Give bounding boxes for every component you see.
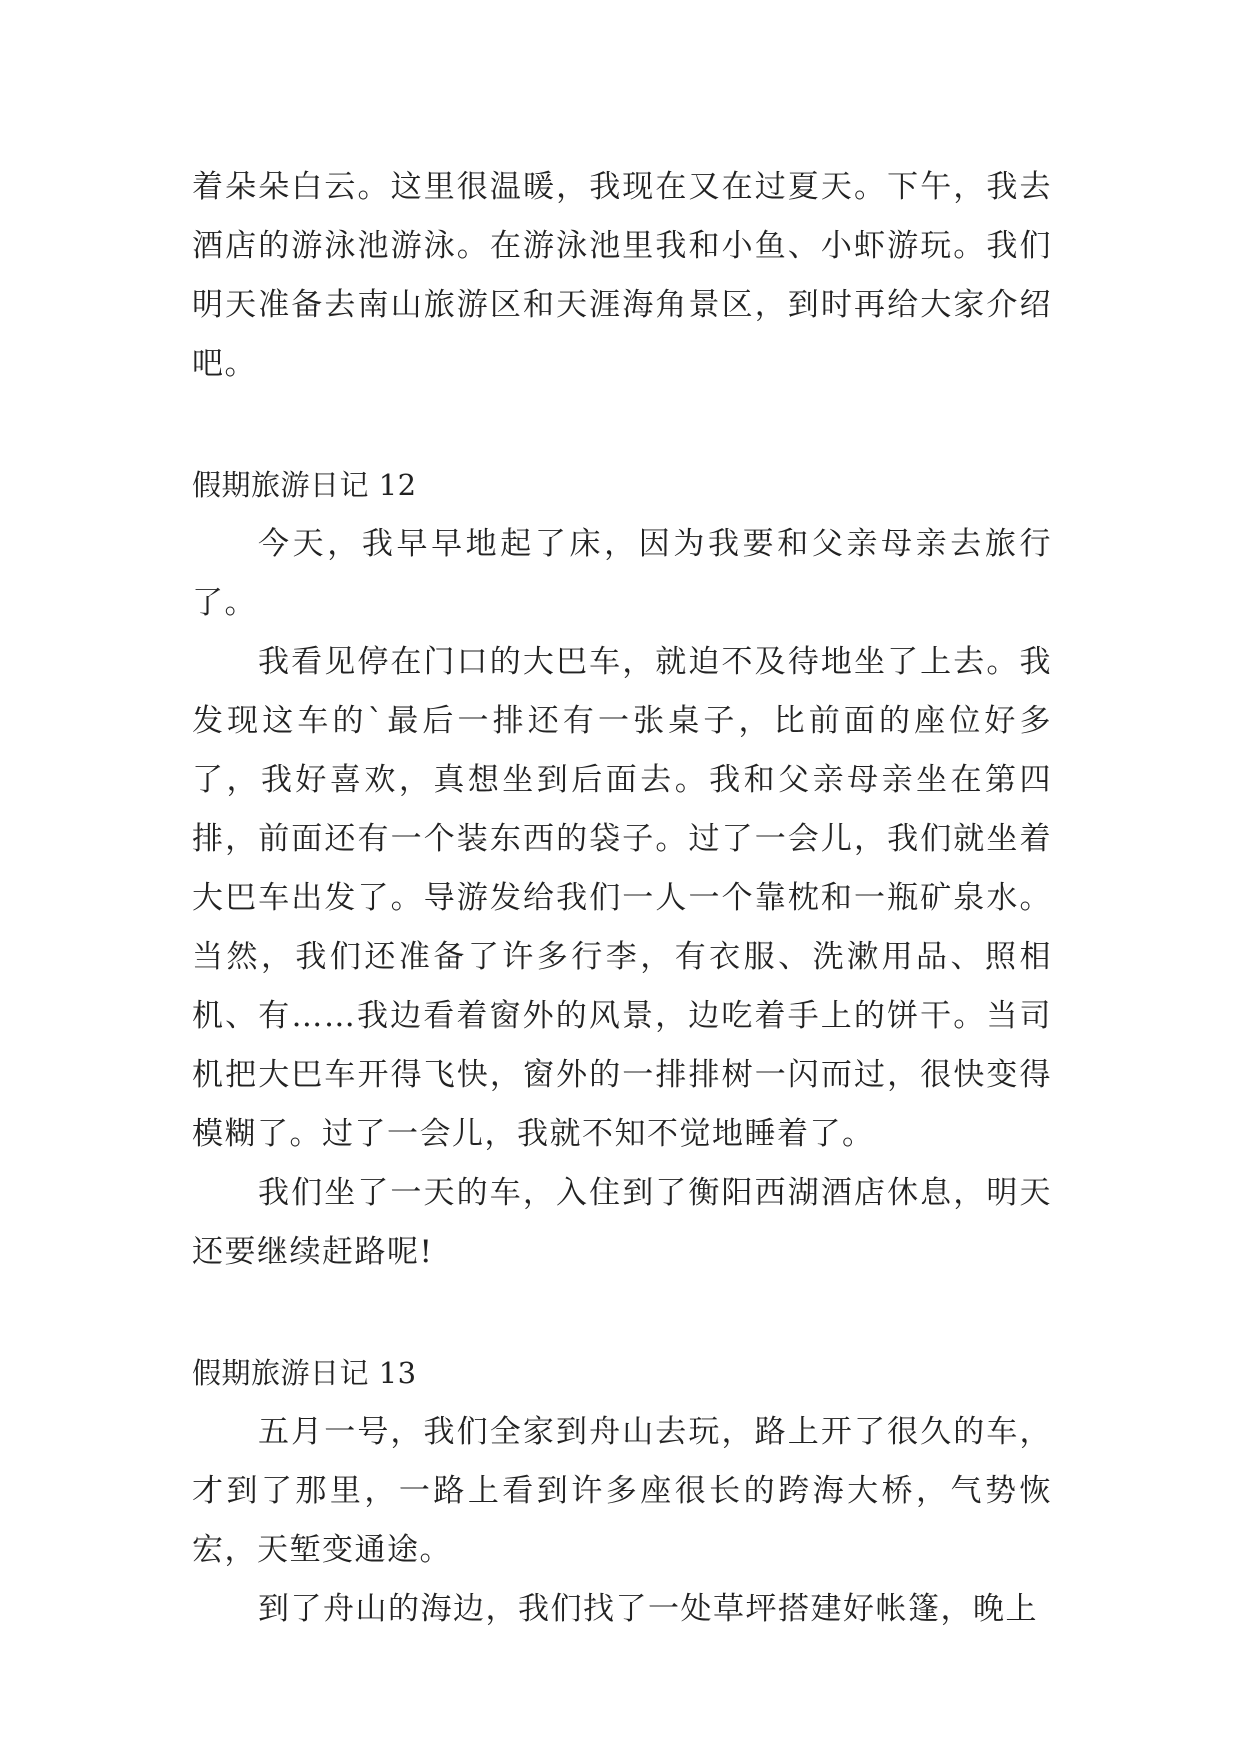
intro-paragraph: 着朵朵白云。这里很温暖，我现在又在过夏天。下午，我去酒店的游泳池游泳。在游泳池里我和小鱼、小虾游玩。我们明天准备去南山旅游区和天涯海角景区，到时再给大家介绍吧。 bbox=[192, 169, 1052, 382]
section-paragraph: 到了舟山的海边，我们找了一处草坪搭建好帐篷，晚上 bbox=[258, 1591, 1038, 1627]
section-title: 假期旅游日记 12 bbox=[192, 468, 417, 502]
document-body bbox=[192, 158, 1052, 1639]
section-title: 假期旅游日记 13 bbox=[192, 1356, 417, 1390]
diary-section-13 bbox=[192, 1344, 1052, 1639]
section-paragraph: 今天，我早早地起了床，因为我要和父亲母亲去旅行了。 bbox=[192, 526, 1052, 621]
section-paragraph: 我们坐了一天的车，入住到了衡阳西湖酒店休息，明天还要继续赶路呢! bbox=[192, 1175, 1052, 1270]
section-paragraph: 我看见停在门口的大巴车，就迫不及待地坐了上去。我发现这车的`最后一排还有一张桌子，比前面的座位好多了，我好喜欢，真想坐到后面去。我和父亲母亲坐在第四排，前面还有一个装东西的袋子。过了一会儿，我们就坐着大巴车出发了。导游发给我们一人一个靠枕和一瓶矿泉水。当然，我们还准备了许多行李，有衣服、洗漱用品、照相机、有……我边看着窗外的风景，边吃着手上的饼干。当司机把大巴车开得飞快，窗外的一排排树一闪而过，很快变得模糊了。过了一会儿，我就不知不觉地睡着了。 bbox=[192, 644, 1052, 1152]
section-paragraph: 五月一号，我们全家到舟山去玩，路上开了很久的车，才到了那里，一路上看到许多座很长的跨海大桥，气势恢宏，天堑变通途。 bbox=[192, 1414, 1052, 1568]
diary-section-12 bbox=[192, 456, 1052, 1282]
